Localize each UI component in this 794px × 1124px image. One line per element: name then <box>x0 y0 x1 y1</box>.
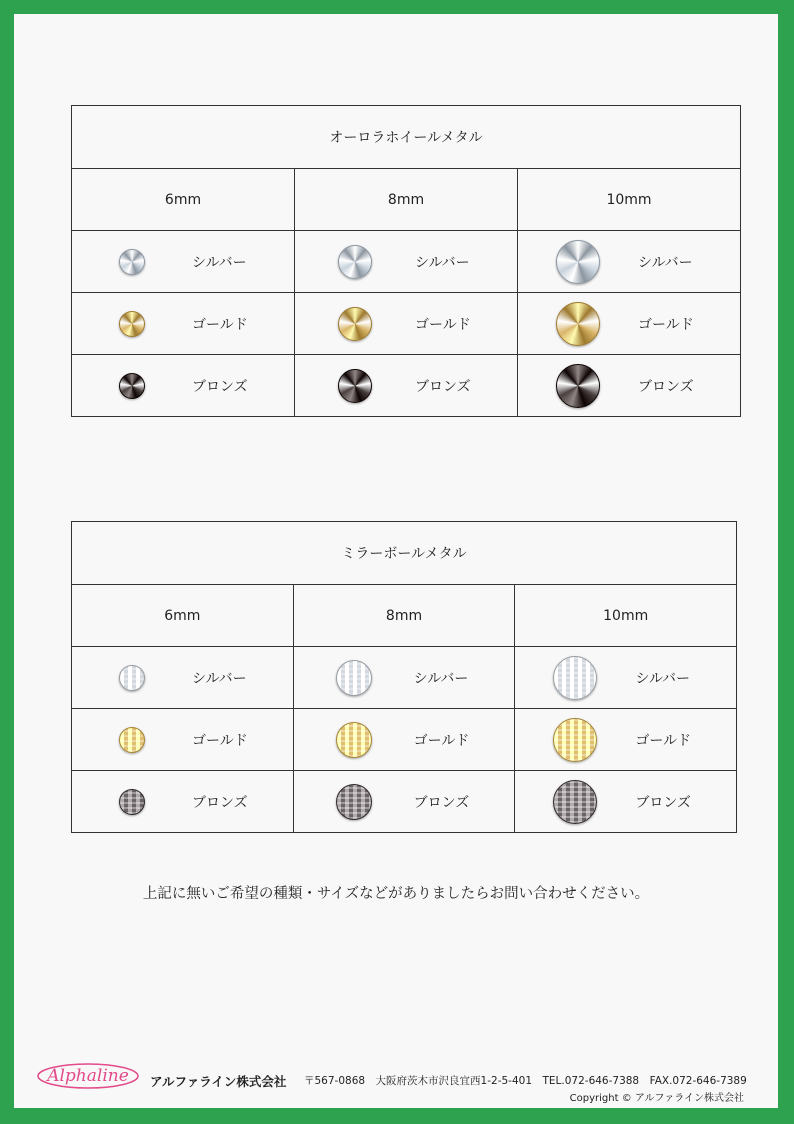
mirror-ball-table <box>71 521 737 833</box>
bronze-wheel-swatch <box>556 364 600 408</box>
gold-mirror-swatch <box>336 722 372 758</box>
silver-wheel-swatch <box>556 240 600 284</box>
table-row <box>72 354 740 416</box>
item-label: ブロンズ <box>638 378 694 395</box>
item-label: シルバー <box>413 670 469 687</box>
size-6mm: 6mm <box>164 191 202 208</box>
table-title: ミラーボールメタル <box>341 546 467 562</box>
table-title: オーロラホイールメタル <box>329 130 483 146</box>
bronze-mirror-swatch <box>336 784 372 820</box>
gold-wheel-swatch <box>556 302 600 346</box>
item-cell <box>514 647 736 708</box>
item-label: ゴールド <box>635 732 692 749</box>
footer <box>14 1054 778 1104</box>
aurora-wheel-table <box>71 105 741 417</box>
item-cell <box>72 293 294 354</box>
item-label: シルバー <box>635 670 691 687</box>
bronze-wheel-swatch <box>338 369 372 403</box>
item-cell <box>72 355 294 416</box>
item-cell <box>293 647 515 708</box>
item-cell <box>294 355 517 416</box>
size-8mm: 8mm <box>293 585 515 646</box>
item-cell <box>72 231 294 292</box>
item-label: ゴールド <box>415 316 471 333</box>
table-row <box>72 646 736 708</box>
item-label: ブロンズ <box>192 378 248 395</box>
item-label: シルバー <box>415 254 470 271</box>
silver-wheel-swatch <box>338 245 372 279</box>
gold-mirror-swatch <box>553 718 597 762</box>
item-cell <box>514 771 736 832</box>
catalog-sheet <box>14 14 778 1108</box>
item-label: シルバー <box>638 254 693 271</box>
size-6mm: 6mm <box>164 607 201 624</box>
item-label: ブロンズ <box>635 794 691 811</box>
item-label: ゴールド <box>413 732 470 749</box>
table-row <box>72 230 740 292</box>
item-cell <box>293 709 515 770</box>
item-cell <box>517 293 740 354</box>
item-cell <box>514 709 736 770</box>
item-cell <box>294 293 517 354</box>
item-label: ブロンズ <box>192 794 248 811</box>
gold-wheel-swatch <box>119 311 145 337</box>
item-label: ゴールド <box>638 316 694 333</box>
alphaline-logo <box>36 1060 140 1090</box>
table-row <box>72 770 736 832</box>
item-label: ブロンズ <box>415 378 471 395</box>
item-cell <box>517 355 740 416</box>
item-label: シルバー <box>192 254 247 271</box>
item-cell <box>72 771 293 832</box>
silver-mirror-swatch <box>336 660 372 696</box>
bronze-mirror-swatch <box>553 780 597 824</box>
table-row <box>72 708 736 770</box>
item-cell <box>517 231 740 292</box>
logo-text: Alphaline <box>47 1066 129 1086</box>
table-row <box>72 292 740 354</box>
copyright: Copyright © アルファライン株式会社 <box>569 1093 744 1104</box>
bronze-mirror-swatch <box>119 789 145 815</box>
item-cell <box>294 231 517 292</box>
size-10mm: 10mm <box>514 585 736 646</box>
gold-wheel-swatch <box>338 307 372 341</box>
bronze-wheel-swatch <box>119 373 145 399</box>
item-label: ゴールド <box>192 316 248 333</box>
item-cell <box>72 709 293 770</box>
inquiry-note: 上記に無いご希望の種類・サイズなどがありましたらお問い合わせください。 <box>142 886 650 902</box>
item-label: ゴールド <box>192 732 248 749</box>
silver-mirror-swatch <box>119 665 145 691</box>
size-10mm: 10mm <box>517 169 740 230</box>
company-name: アルファライン株式会社 <box>150 1074 287 1089</box>
company-address: 〒567-0868 大阪府茨木市沢良宜西1-2-5-401 TEL.072-646-7388 FAX.072-646-7389 <box>304 1075 747 1087</box>
silver-mirror-swatch <box>553 656 597 700</box>
gold-mirror-swatch <box>119 727 145 753</box>
item-cell <box>293 771 515 832</box>
size-header-row <box>72 584 736 646</box>
silver-wheel-swatch <box>119 249 145 275</box>
item-cell <box>72 647 293 708</box>
item-label: シルバー <box>192 670 247 687</box>
size-header-row <box>72 168 740 230</box>
item-label: ブロンズ <box>413 794 470 811</box>
size-8mm: 8mm <box>294 169 517 230</box>
